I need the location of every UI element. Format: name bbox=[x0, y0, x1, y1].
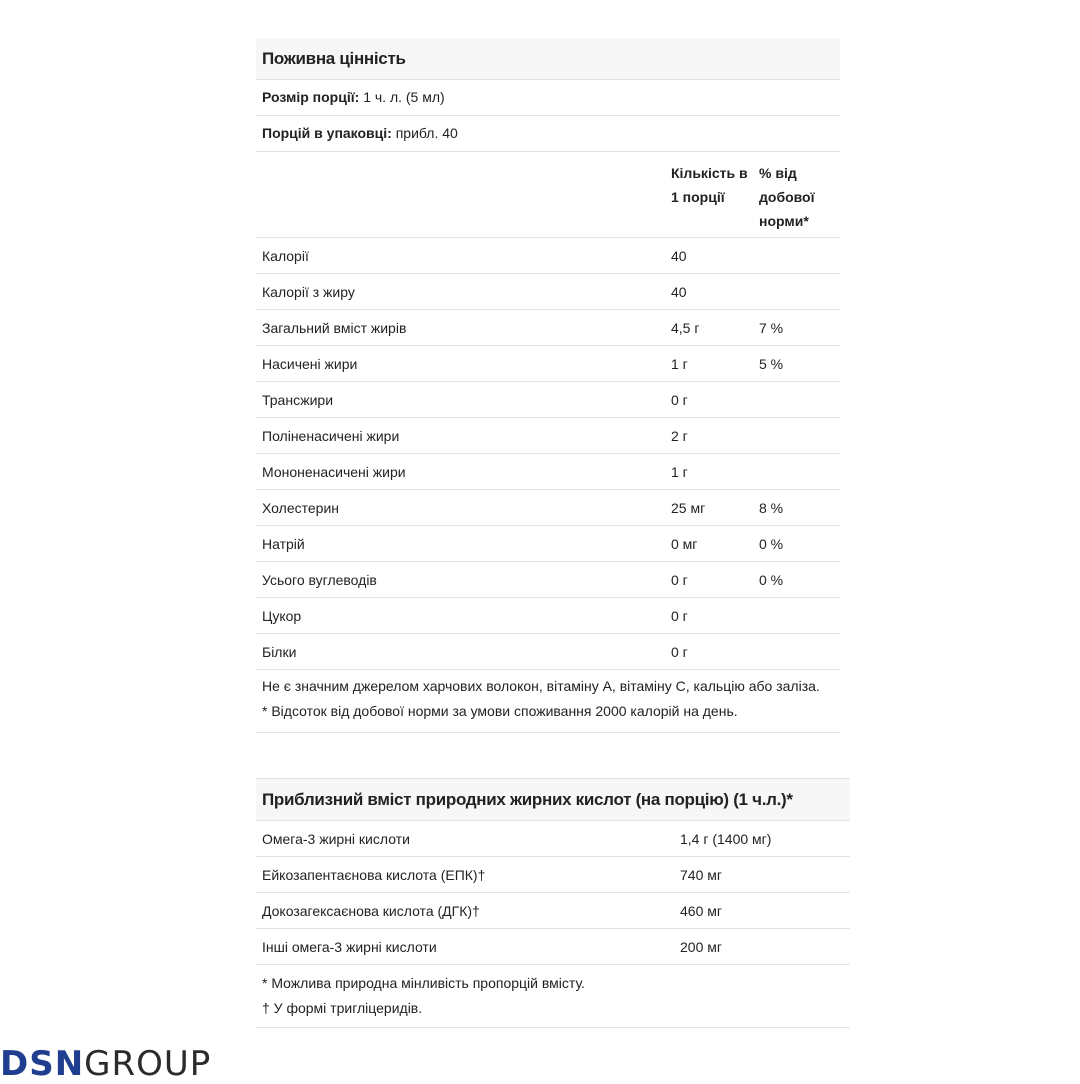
nutrition-title: Поживна цінність bbox=[256, 38, 840, 80]
header-daily-value: % від добової норми* bbox=[759, 165, 815, 229]
nutrition-row bbox=[256, 418, 840, 454]
nutrient-name: Натрій bbox=[262, 535, 305, 552]
header-amount: Кількість в 1 порції bbox=[671, 165, 748, 205]
nutrition-row bbox=[256, 346, 840, 382]
nutrition-row bbox=[256, 526, 840, 562]
servings-value: прибл. 40 bbox=[391, 125, 458, 141]
nutrition-row bbox=[256, 562, 840, 598]
servings-label: Порцій в упаковці: bbox=[262, 125, 392, 141]
fatty-acid-row bbox=[256, 893, 850, 929]
nutrient-amount: 2 г bbox=[671, 427, 688, 444]
nutrition-row bbox=[256, 598, 840, 634]
fatty-acid-name: Інші омега-3 жирні кислоти bbox=[262, 938, 437, 955]
nutrient-amount: 40 bbox=[671, 283, 687, 300]
nutrient-name: Калорії bbox=[262, 247, 309, 264]
fatty-acid-row bbox=[256, 821, 850, 857]
nutrient-daily-value: 0 % bbox=[759, 571, 784, 588]
nutrition-row bbox=[256, 310, 840, 346]
fatty-acid-row bbox=[256, 857, 850, 893]
nutrient-amount: 40 bbox=[671, 247, 687, 264]
nutrition-row bbox=[256, 634, 840, 670]
nutrient-amount: 1 г bbox=[671, 355, 688, 372]
nutrition-notes bbox=[256, 670, 840, 733]
nutrient-name: Мононенасичені жири bbox=[262, 463, 406, 480]
serving-size-row bbox=[256, 80, 840, 116]
fatty-acid-name: Докозагексаєнова кислота (ДГК)† bbox=[262, 902, 480, 919]
nutrient-daily-value: 7 % bbox=[759, 319, 784, 336]
nutrient-amount: 4,5 г bbox=[671, 319, 700, 336]
nutrition-row bbox=[256, 382, 840, 418]
nutrition-row bbox=[256, 274, 840, 310]
nutrient-amount: 1 г bbox=[671, 463, 688, 480]
dsn-group-logo bbox=[0, 1044, 212, 1084]
serving-size-value: 1 ч. л. (5 мл) bbox=[359, 89, 445, 105]
nutrient-name: Цукор bbox=[262, 607, 302, 624]
nutrition-note-2: * Відсоток від добової норми за умови споживання 2000 калорій на день. bbox=[262, 703, 738, 719]
nutrition-rows bbox=[256, 238, 840, 670]
nutrient-name: Холестерин bbox=[262, 499, 339, 516]
nutrient-amount: 0 мг bbox=[671, 535, 698, 552]
nutrient-daily-value: 5 % bbox=[759, 355, 784, 372]
fatty-acids-notes bbox=[256, 965, 850, 1028]
fatty-acids-rows bbox=[256, 821, 850, 965]
nutrient-amount: 0 г bbox=[671, 571, 688, 588]
nutrient-amount: 0 г bbox=[671, 391, 688, 408]
nutrient-daily-value: 8 % bbox=[759, 499, 784, 516]
nutrition-row bbox=[256, 490, 840, 526]
nutrient-name: Трансжири bbox=[262, 391, 334, 408]
fatty-acids-title: Приблизний вміст природних жирних кислот (на порцію) (1 ч.л.)* bbox=[256, 778, 850, 821]
fatty-acid-name: Омега-3 жирні кислоти bbox=[262, 830, 410, 847]
fatty-acid-amount: 460 мг bbox=[680, 902, 722, 919]
nutrition-column-headers bbox=[256, 152, 840, 238]
nutrient-name: Поліненасичені жири bbox=[262, 427, 400, 444]
nutrient-amount: 0 г bbox=[671, 607, 688, 624]
nutrition-note-1: Не є значним джерелом харчових волокон, вітаміну А, вітаміну С, кальцію або заліза. bbox=[262, 678, 820, 694]
logo-group: GROUP bbox=[84, 1044, 212, 1084]
fatty-acids-table bbox=[256, 778, 850, 1028]
fatty-acid-name: Ейкозапентаєнова кислота (ЕПК)† bbox=[262, 866, 486, 883]
nutrition-row bbox=[256, 454, 840, 490]
nutrition-row bbox=[256, 238, 840, 274]
fatty-acids-note-2: † У формі тригліцеридів. bbox=[262, 1000, 423, 1016]
nutrient-daily-value: 0 % bbox=[759, 535, 784, 552]
nutrient-name: Усього вуглеводів bbox=[262, 571, 377, 588]
fatty-acids-note-1: * Можлива природна мінливість пропорцій вмісту. bbox=[262, 975, 585, 991]
nutrient-name: Загальний вміст жирів bbox=[262, 319, 407, 336]
nutrient-name: Калорії з жиру bbox=[262, 283, 355, 300]
nutrient-amount: 0 г bbox=[671, 643, 688, 660]
nutrient-amount: 25 мг bbox=[671, 499, 706, 516]
servings-per-container-row bbox=[256, 116, 840, 152]
fatty-acid-amount: 740 мг bbox=[680, 866, 722, 883]
fatty-acid-amount: 1,4 г (1400 мг) bbox=[680, 830, 772, 847]
logo-dsn: DSN bbox=[0, 1044, 85, 1084]
nutrient-name: Білки bbox=[262, 643, 297, 660]
nutrient-name: Насичені жири bbox=[262, 355, 358, 372]
nutrition-facts-table bbox=[256, 38, 840, 733]
fatty-acid-row bbox=[256, 929, 850, 965]
fatty-acid-amount: 200 мг bbox=[680, 938, 722, 955]
serving-size-label: Розмір порції: bbox=[262, 89, 360, 105]
